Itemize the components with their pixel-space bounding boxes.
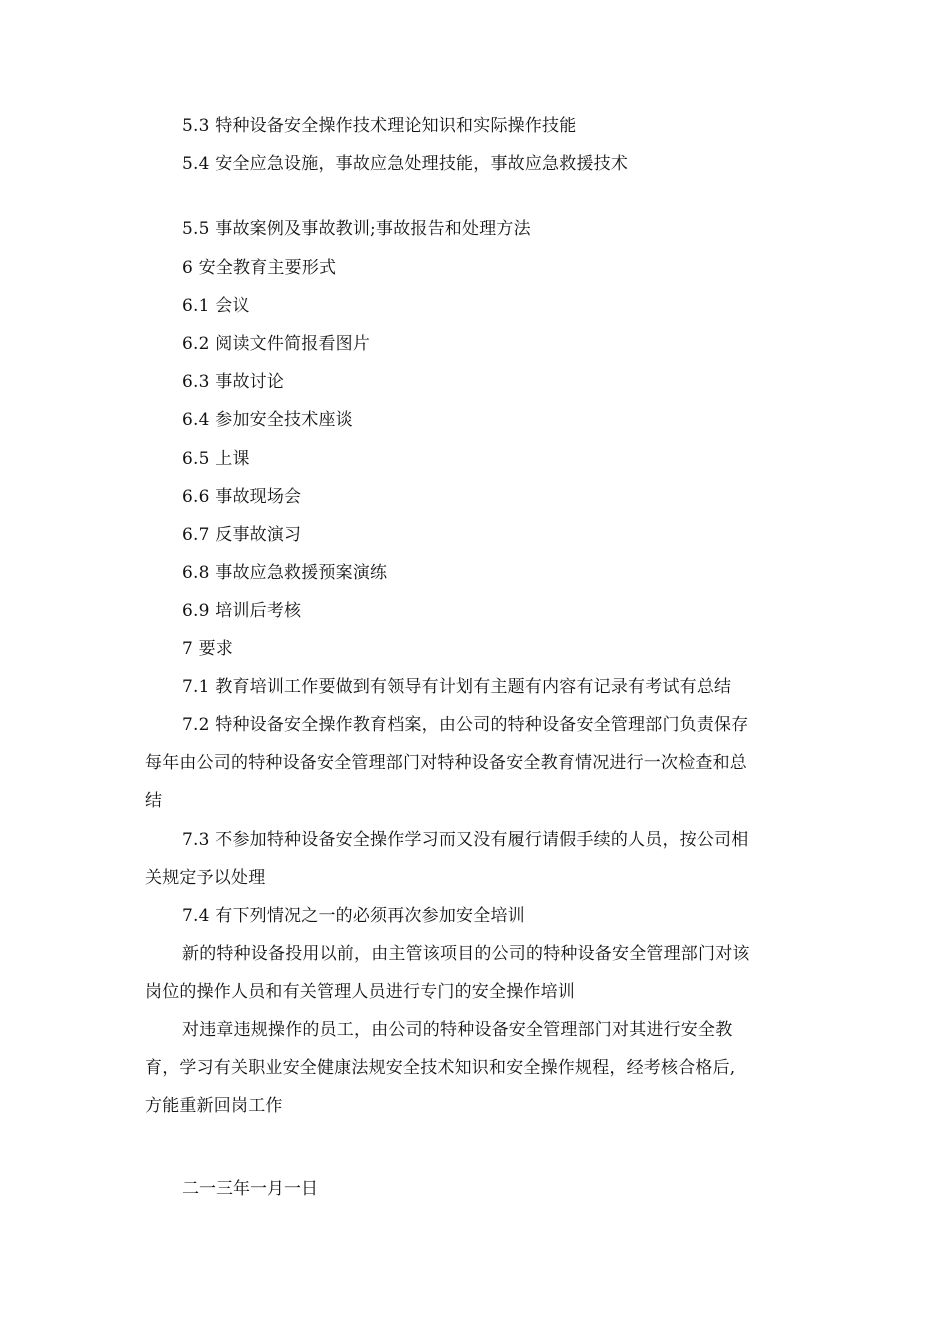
text-line: 7.3 不参加特种设备安全操作学习而又没有履行请假手续的人员，按公司相 xyxy=(182,830,749,850)
text-line: 6.6 事故现场会 xyxy=(182,487,302,507)
text-line: 7.1 教育培训工作要做到有领导有计划有主题有内容有记录有考试有总结 xyxy=(182,677,732,697)
text-line: 育，学习有关职业安全健康法规安全技术知识和安全操作规程，经考核合格后, xyxy=(145,1058,736,1078)
section-heading: 6 安全教育主要形式 xyxy=(182,258,337,278)
document-date: 二一三年一月一日 xyxy=(182,1179,318,1199)
text-line: 6.9 培训后考核 xyxy=(182,601,302,621)
text-line: 新的特种设备投用以前，由主管该项目的公司的特种设备安全管理部门对该 xyxy=(182,944,750,964)
text-line: 方能重新回岗工作 xyxy=(145,1096,283,1116)
section-heading: 7 要求 xyxy=(182,639,234,659)
text-line: 岗位的操作人员和有关管理人员进行专门的安全操作培训 xyxy=(145,982,575,1002)
text-line: 5.3 特种设备安全操作技术理论知识和实际操作技能 xyxy=(182,116,577,136)
text-line: 结 xyxy=(145,791,163,811)
text-line: 每年由公司的特种设备安全管理部门对特种设备安全教育情况进行一次检查和总 xyxy=(145,753,747,773)
text-line: 7.4 有下列情况之一的必须再次参加安全培训 xyxy=(182,906,525,926)
text-line: 6.8 事故应急救援预案演练 xyxy=(182,563,388,583)
text-line: 6.5 上课 xyxy=(182,449,250,469)
text-line: 6.2 阅读文件简报看图片 xyxy=(182,334,371,354)
text-line: 7.2 特种设备安全操作教育档案，由公司的特种设备安全管理部门负责保存 xyxy=(182,715,749,735)
text-line: 6.7 反事故演习 xyxy=(182,525,302,545)
text-line: 6.4 参加安全技术座谈 xyxy=(182,410,353,430)
text-line: 对违章违规操作的员工，由公司的特种设备安全管理部门对其进行安全教 xyxy=(182,1020,733,1040)
text-line: 6.1 会议 xyxy=(182,296,250,316)
text-line: 6.3 事故讨论 xyxy=(182,372,285,392)
text-line: 5.5 事故案例及事故教训;事故报告和处理方法 xyxy=(182,219,531,239)
text-line: 关规定予以处理 xyxy=(145,868,266,888)
text-line: 5.4 安全应急设施，事故应急处理技能，事故应急救援技术 xyxy=(182,154,629,174)
